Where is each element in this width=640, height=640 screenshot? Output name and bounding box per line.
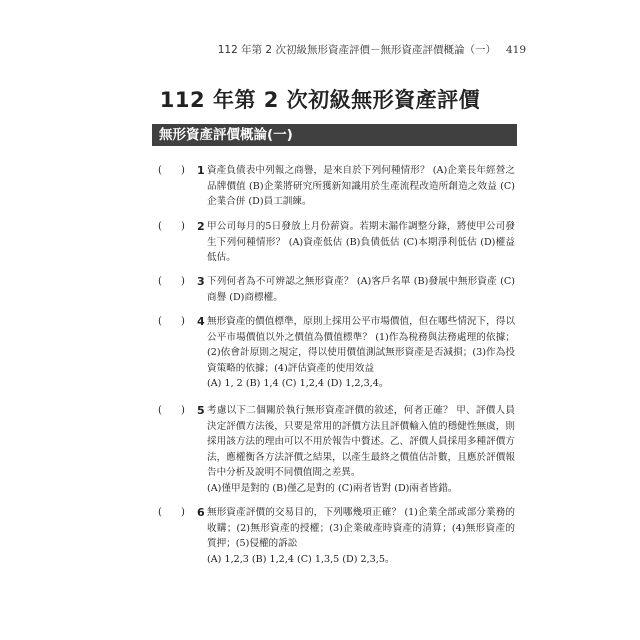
running-header	[218, 42, 526, 57]
answer-paren-close: )	[181, 405, 185, 416]
answer-paren-open: (	[158, 221, 162, 232]
question-1	[152, 163, 522, 210]
answer-paren-open: (	[158, 507, 162, 518]
answer-paren-close: )	[181, 276, 185, 287]
answer-paren-open: (	[158, 405, 162, 416]
answer-options: (A)僅甲是對的 (B)僅乙是對的 (C)兩者皆對 (D)兩者皆錯。	[207, 482, 458, 494]
question-text: 無形資產評價的交易目的，下列哪幾項正確？ (1)企業全部或部分業務的收購；(2)無形資產的授權；(3)企業破產時資產的清算；(4)無形資產的質押；(5)侵權的訴訟	[207, 507, 515, 549]
exam-title: 112 年第 2 次初級無形資產評價	[159, 88, 481, 112]
question-3	[152, 274, 522, 305]
question-text: 考慮以下二個關於執行無形資產評價的敘述，何者正確？ 甲、評價人員決定評價方法後，只要是常用的評價方法且評價輸入值的穩健性無虞，則採用該方法的理由可以不用於報告中贅述。乙、評價人員採用多種評價方法，應權衡各方法評價之結果，以產生最終之價值估計數，且應於評價報告中分析及說明不同價值間之差異。	[207, 405, 515, 478]
question-2	[152, 219, 522, 266]
answer-paren-close: )	[181, 165, 185, 176]
section-heading: 無形資產評價概論(一)	[152, 124, 517, 146]
answer-options: (A) 1,2,3 (B) 1,2,4 (C) 1,3,5 (D) 2,3,5。	[207, 553, 395, 565]
question-number: 2	[197, 220, 205, 233]
question-4	[152, 314, 522, 392]
answer-paren-close: )	[181, 316, 185, 327]
question-number: 1	[197, 164, 205, 177]
question-text: 無形資產的價值標準，原則上採用公平市場價值，但在哪些情況下，得以公平市場價值以外之價值為價值標準？ (1)作為稅務與法務處理的依據；(2)依會計原則之規定，得以使用價值測試無形資產是否減損；(3)作為投資策略的依據；(4)評估資產的使用效益	[207, 316, 515, 374]
answer-options: (A) 1, 2 (B) 1,4 (C) 1,2,4 (D) 1,2,3,4。	[207, 378, 389, 389]
answer-paren-close: )	[181, 507, 185, 518]
answer-paren-open: (	[158, 165, 162, 176]
answer-paren-close: )	[181, 221, 185, 232]
question-text: 資產負債表中列報之商譽，是來自於下列何種情形？ (A)企業長年經營之品牌價值 (B)企業將研究所獲新知識用於生產流程改造所創造之效益 (C)企業合併 (D)員工訓練。	[207, 165, 515, 207]
running-title: 112 年第 2 次初級無形資產評價－無形資產評價概論（一）	[217, 44, 496, 56]
page-number: 419	[505, 44, 526, 56]
answer-paren-open: (	[158, 276, 162, 287]
question-number: 5	[197, 404, 205, 417]
question-text: 下列何者為不可辨認之無形資產？ (A)客戶名單 (B)發展中無形資產 (C)商譽 (D)商標權。	[207, 276, 515, 303]
question-number: 4	[197, 315, 205, 328]
question-number: 6	[197, 506, 205, 519]
question-6	[152, 505, 522, 567]
question-text: 甲公司每月的5日發放上月份薪資。若期末漏作調整分錄，將使甲公司發生下列何種情形？ (A)資產低估 (B)負債低估 (C)本期淨利低估 (D)權益低估。	[207, 221, 515, 263]
question-number: 3	[197, 275, 205, 288]
answer-paren-open: (	[158, 316, 162, 327]
question-5	[152, 403, 522, 496]
